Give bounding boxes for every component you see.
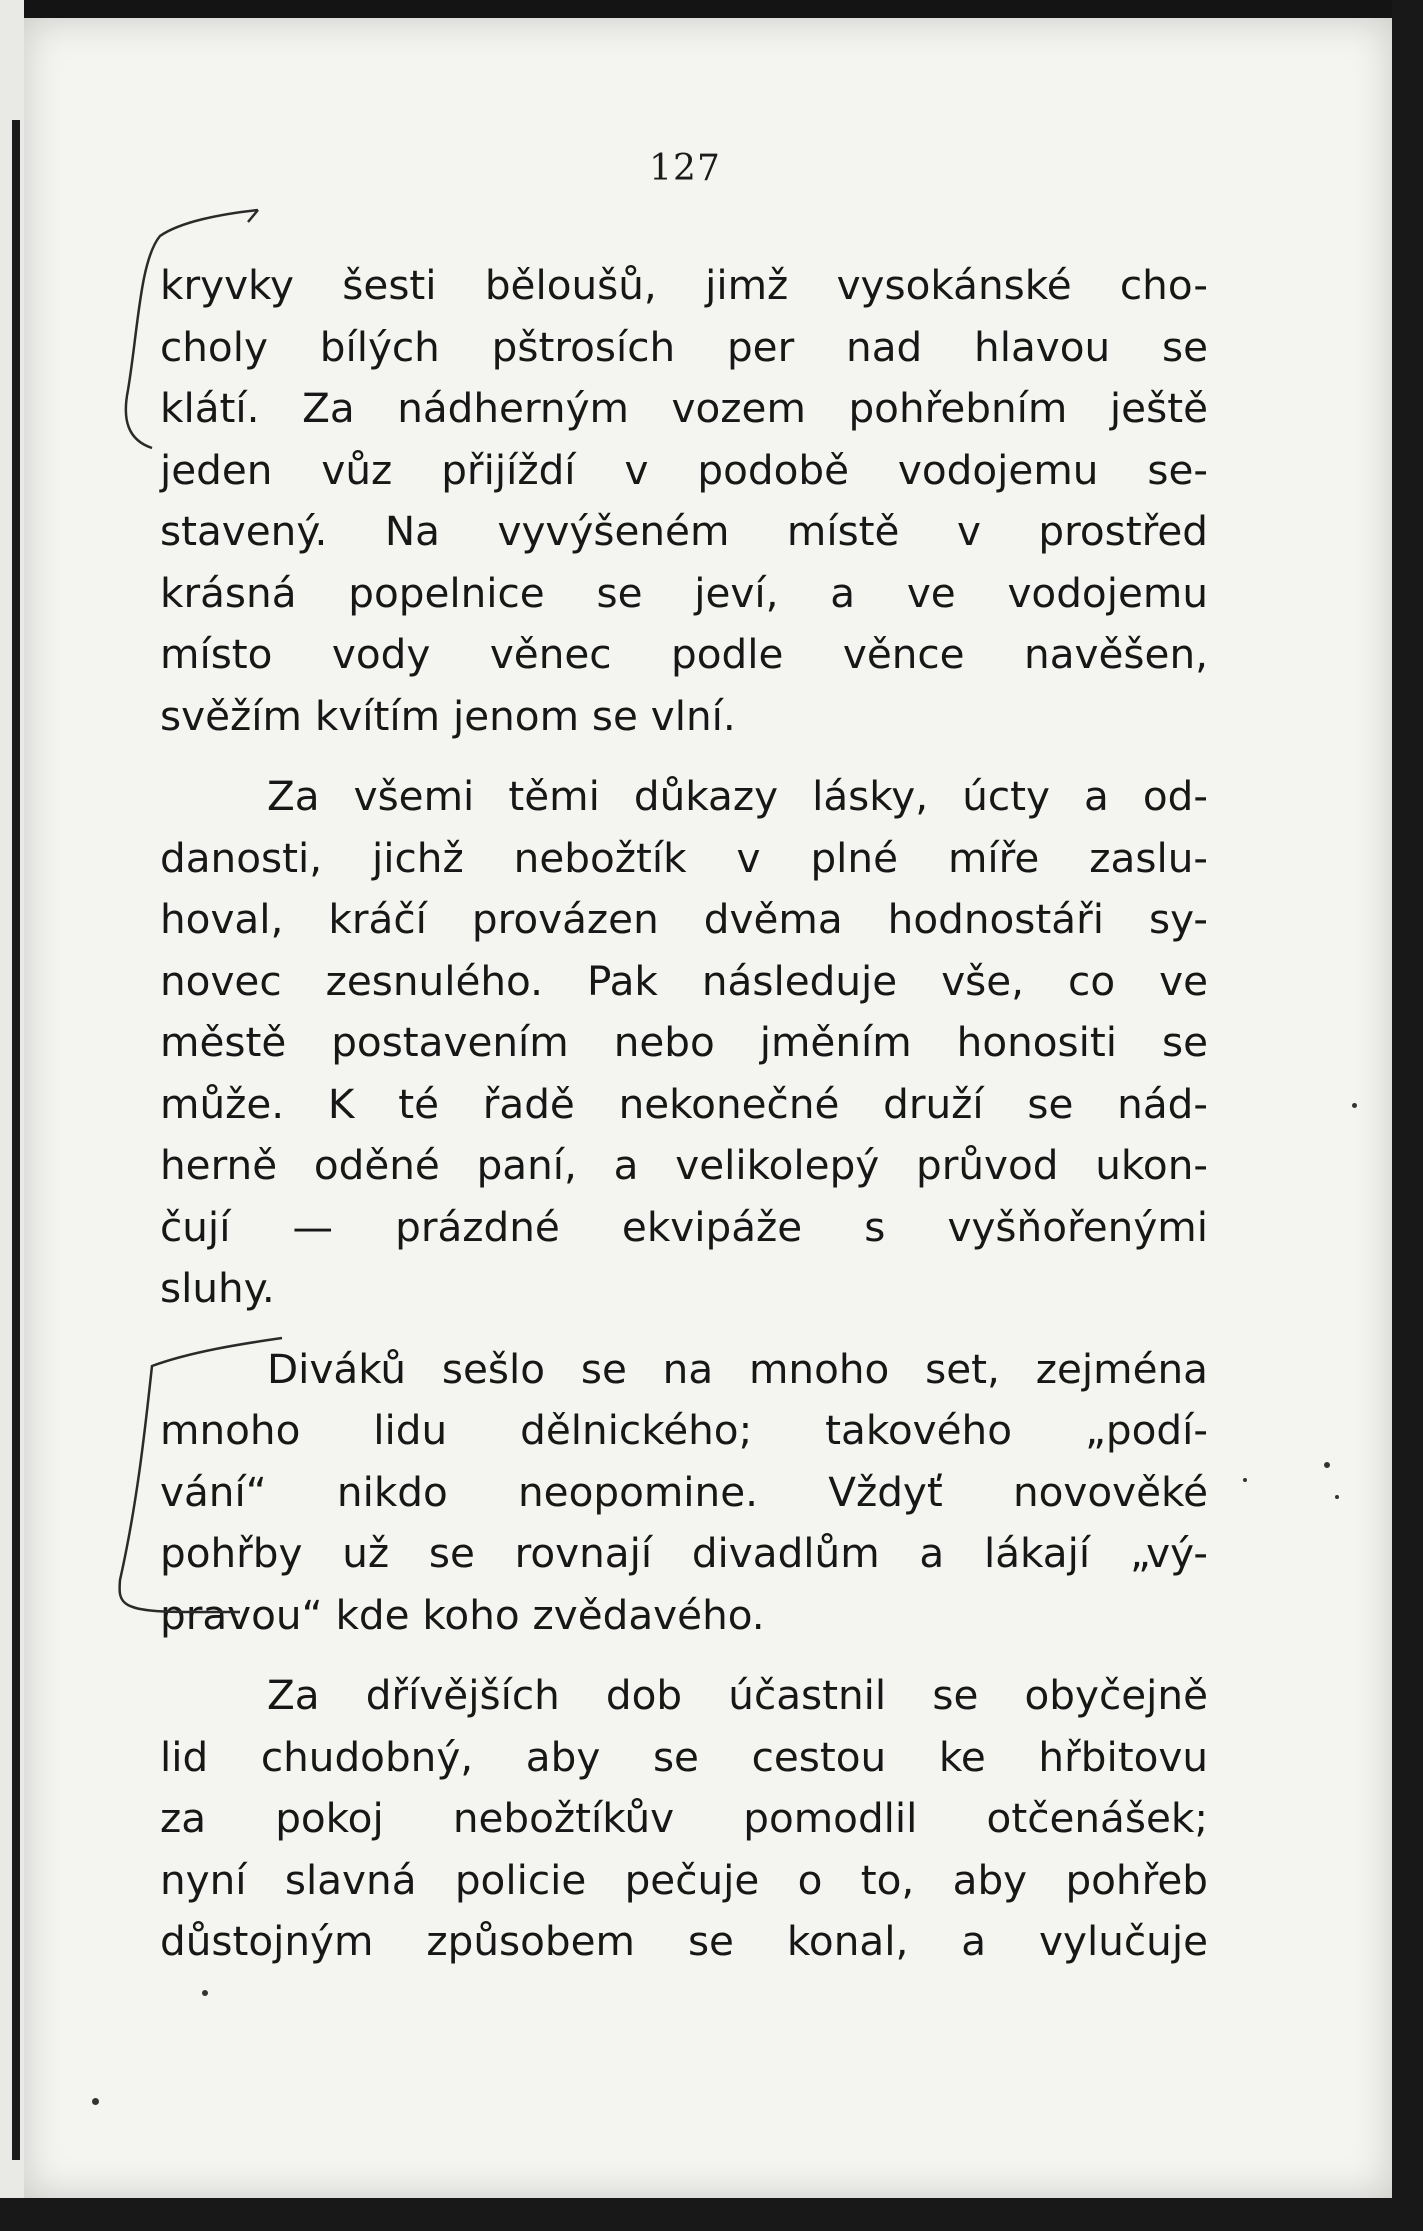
text-line: hoval, kráčí provázen dvěma hodnostáři sy- [160,895,1208,943]
scan-speck [202,1990,208,1996]
text-line-indented: Za všemi těmi důkazy lásky, úcty a od- [267,772,1208,820]
text-line: krásná popelnice se jeví, a ve vodojemu [160,568,1208,617]
paragraph-3 [160,1339,1208,1647]
paragraph-2 [160,766,1208,1320]
text-line: městě postavením nebo jměním honositi se [160,1018,1208,1066]
text-line: sluhy. [160,1264,275,1312]
text-line: svěžím kvítím jenom se vlní. [160,691,736,740]
paragraph-1 [160,255,1208,747]
scan-speck [1335,1495,1339,1499]
text-line: choly bílých pštrosích per nad hlavou se [160,322,1208,371]
text-line-indented: Diváků sešlo se na mnoho set, zejména [267,1344,1208,1393]
text-line: novec zesnulého. Pak následuje vše, co ve [160,956,1208,1005]
paragraph-4 [160,1665,1208,1973]
text-line: pravou“ kde koho zvědavého. [160,1590,765,1639]
text-line: může. K té řadě nekonečné druží se nád- [160,1079,1208,1128]
bottom-scan-border [0,2198,1423,2231]
scan-speck [92,2098,99,2105]
text-line: kryvky šesti běloušů, jimž vysokánské cho- [160,261,1208,309]
scan-speck [1243,1478,1247,1482]
text-line: danosti, jichž nebožtík v plné míře zaslu- [160,833,1208,882]
text-line: vání“ nikdo neopomine. Vždyť novověké [160,1467,1208,1516]
right-scan-border [1392,0,1423,2231]
page-number: 127 [649,148,721,189]
text-line: za pokoj nebožtíkův pomodlil otčenášek; [160,1794,1208,1842]
scan-speck [1352,1103,1357,1108]
text-line-indented: Za dřívějších dob účastnil se obyčejně [267,1671,1208,1719]
text-line: čují — prázdné ekvipáže s vyšňořenými [160,1202,1208,1251]
text-line: pohřby už se rovnají divadlům a lákají „vý- [160,1529,1208,1577]
scan-speck [1324,1462,1330,1468]
text-line: nyní slavná policie pečuje o to, aby pohřeb [160,1855,1208,1904]
body-text [160,255,1208,1973]
text-line: klátí. Za nádherným vozem pohřebním ještě [160,384,1208,432]
text-line: místo vody věnec podle věnce navěšen, [160,630,1208,678]
text-line: důstojným způsobem se konal, a vylučuje [160,1917,1208,1965]
text-line: lid chudobný, aby se cestou ke hřbitovu [160,1732,1208,1781]
binding-shadow [12,120,20,2160]
binding-edge [0,0,24,2231]
text-line: jeden vůz přijíždí v podobě vodojemu se- [160,445,1208,494]
text-line: stavený. Na vyvýšeném místě v prostřed [160,507,1208,555]
text-line: herně oděné paní, a velikolepý průvod ukon- [160,1141,1208,1189]
text-line: mnoho lidu dělnického; takového „podí- [160,1406,1208,1454]
